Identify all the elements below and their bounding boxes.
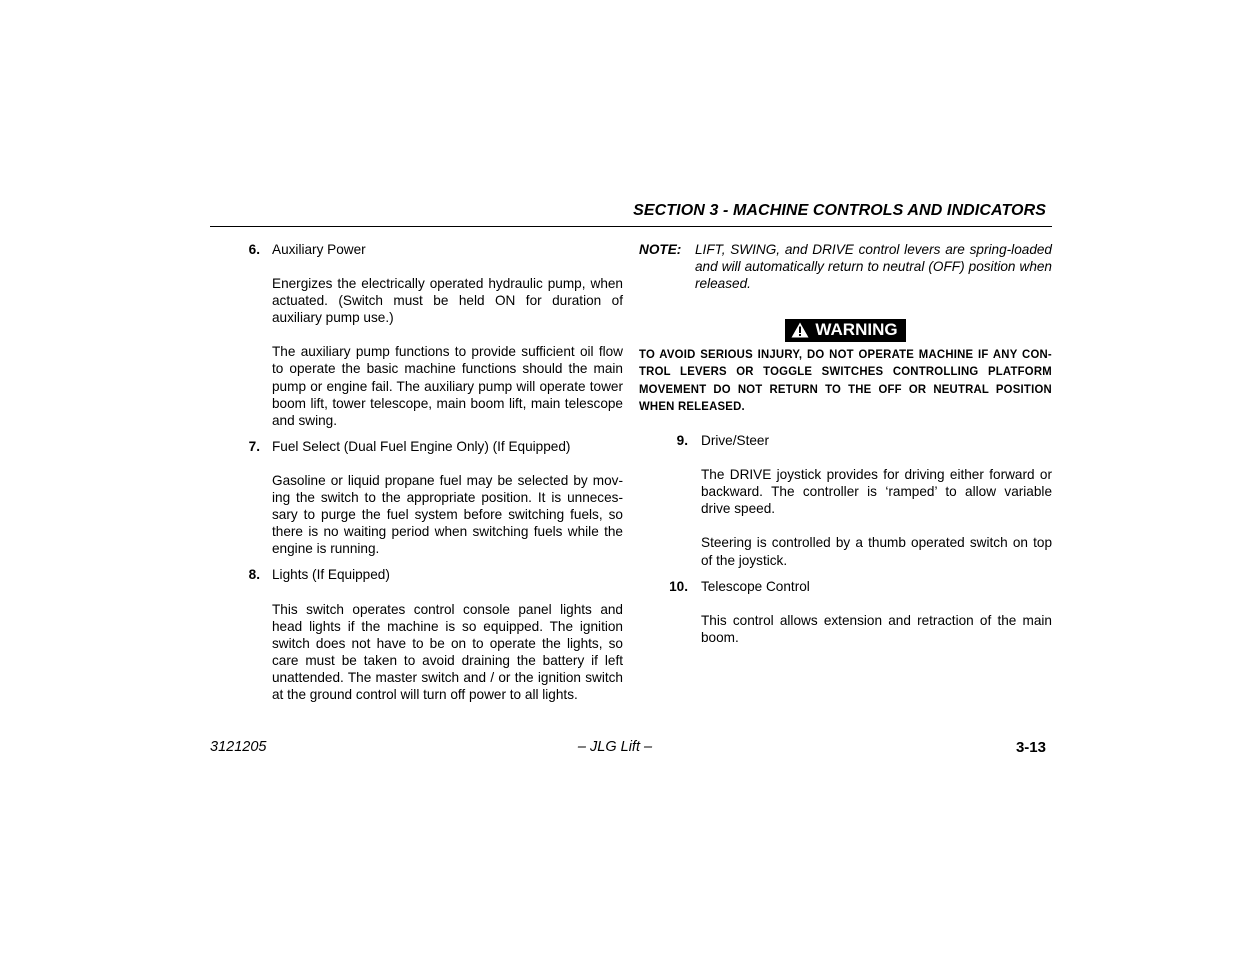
- item-paragraph: Steering is controlled by a thumb operated switch on top of the joystick.: [701, 535, 1052, 568]
- item-title: Auxiliary Power: [272, 242, 366, 257]
- item-number: 10.: [669, 578, 688, 594]
- item-title: Drive/Steer: [701, 433, 769, 449]
- item-paragraph: This switch operates control console panel lights and head lights if the machine is so equipped. The ignition switch does not have to be on to operate the lights, so care must be taken to avoid draining the battery if left unattended. The master switch and / or the ignition switch at the ground control will turn off power to all lights.: [272, 601, 623, 702]
- note-block: [639, 241, 1052, 292]
- header-divider: [210, 226, 1052, 227]
- item-title: Fuel Select (Dual Fuel Engine Only) (If Equipped): [272, 438, 571, 454]
- footer-doc-number: 3121205: [210, 739, 267, 755]
- item-paragraph: The auxiliary pump functions to provide sufficient oil flow to operate the basic machine functions should the main pump or engine fail. The auxiliary pump will operate tower boom lift, tower telescope, main boom lift, main telescope and swing.: [272, 344, 623, 428]
- warning-badge: [785, 319, 905, 342]
- item-number: 9.: [676, 433, 688, 449]
- left-column: [230, 241, 623, 712]
- item-number: 8.: [248, 567, 260, 583]
- list-item-lights: [230, 566, 623, 703]
- item-title: Telescope Control: [701, 578, 810, 594]
- section-title: SECTION 3 - MACHINE CONTROLS AND INDICATORS: [633, 202, 1046, 219]
- item-title: Lights (If Equipped): [272, 567, 390, 583]
- item-paragraph: Gasoline or liquid propane fuel may be selected by mov-ing the switch to the appropriate position. It is unneces-sary to purge the fuel system before switching fuels, so there is no waiting period when switching fuels while the engine is running.: [272, 472, 623, 557]
- right-items: [639, 432, 1052, 646]
- warning-text: TO AVOID SERIOUS INJURY, DO NOT OPERATE MACHINE IF ANY CON-TROL LEVERS OR TOGGLE SWITCHES CONTROLLING PLATFORM MOVEMENT DO NOT RETURN TO THE OFF OR NEUTRAL POSITION WHEN RELEASED.: [639, 347, 1052, 413]
- list-item-fuel-select: [230, 438, 623, 558]
- item-paragraph: This control allows extension and retraction of the main boom.: [701, 612, 1052, 645]
- list-item-auxiliary-power: [230, 241, 623, 429]
- list-item-drive-steer: [639, 432, 1052, 569]
- warning-header: [639, 319, 1052, 343]
- item-number: 6.: [248, 242, 260, 257]
- note-text: LIFT, SWING, and DRIVE control levers are spring-loaded and will automatically return to neutral (OFF) position when released.: [695, 242, 1052, 292]
- item-number: 7.: [248, 438, 260, 454]
- note-label: NOTE:: [639, 242, 682, 257]
- item-paragraph: Energizes the electrically operated hydraulic pump, when actuated. (Switch must be held ON for duration of auxiliary pump use.): [272, 276, 623, 326]
- right-column: [639, 241, 1052, 655]
- item-paragraph: The DRIVE joystick provides for driving either forward or backward. The controller is ‘ramped’ to allow variable drive speed.: [701, 467, 1052, 517]
- footer-page-number: 3-13: [1015, 739, 1046, 756]
- list-item-telescope-control: [639, 578, 1052, 646]
- warning-label: WARNING: [815, 320, 898, 340]
- warning-triangle-icon: [791, 322, 809, 344]
- footer-center-text: – JLG Lift –: [577, 739, 653, 755]
